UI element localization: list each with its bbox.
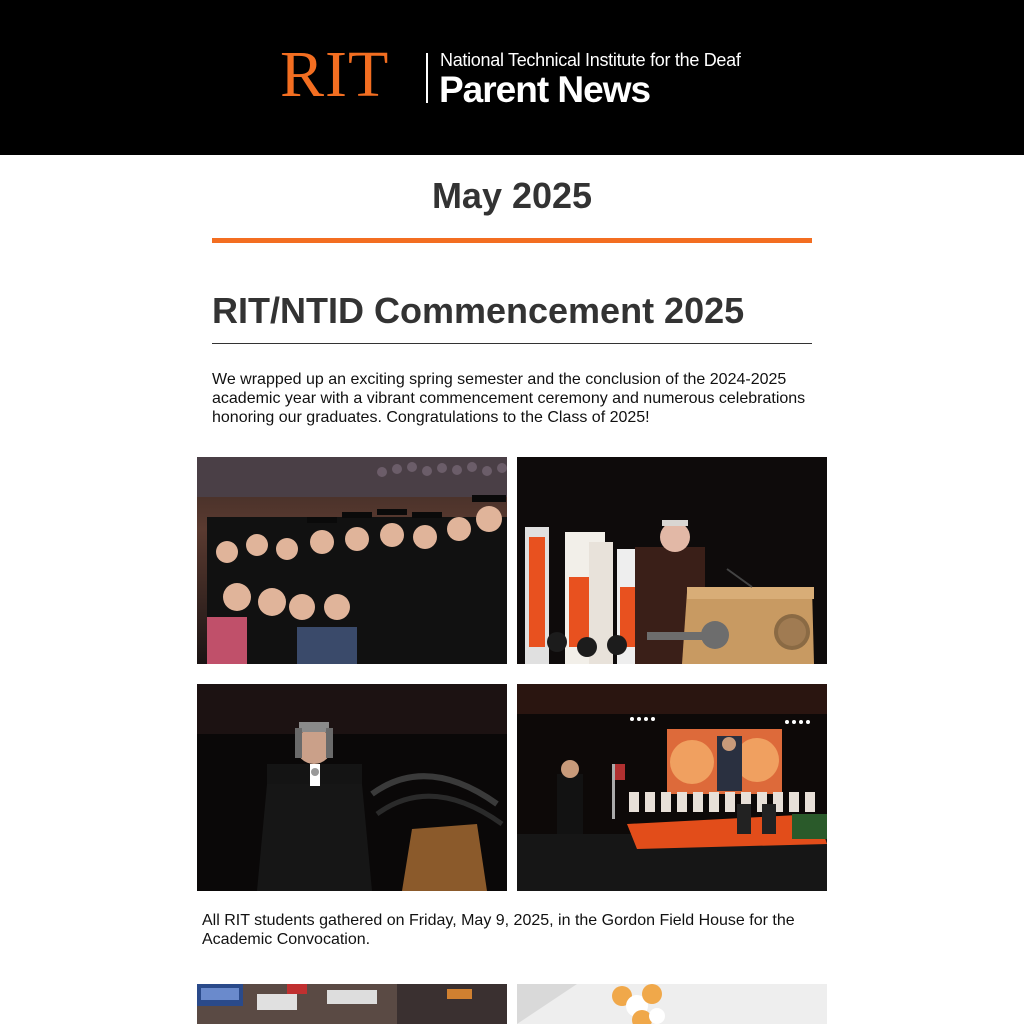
article-title: RIT/NTID Commencement 2025 (212, 290, 745, 331)
photo-caption: All RIT students gathered on Friday, May 9, 2025, in the Gordon Field House for the Academic Convocation. (202, 912, 795, 948)
article-intro: We wrapped up an exciting spring semester and the conclusion of the 2024-2025 academic year with a vibrant commencement ceremony and numerous celebrations honoring our graduates. Congratulations to the Class of 2025! (212, 371, 806, 426)
photo-stage-screen[interactable] (517, 684, 827, 891)
photo-graduates-crowd[interactable] (197, 457, 507, 664)
title-divider (212, 343, 812, 344)
photo-balloons-partial[interactable] (517, 984, 827, 1024)
photo-arena-partial[interactable] (197, 984, 507, 1024)
orange-divider (212, 238, 812, 243)
rit-logo[interactable]: RIT (280, 38, 390, 111)
photo-podium-speaker[interactable] (517, 457, 827, 664)
logo-title: Parent News (439, 69, 651, 110)
logo-divider (426, 53, 428, 103)
newsletter-header (0, 0, 1024, 155)
logo-subtitle: National Technical Institute for the Deaf (440, 50, 741, 70)
issue-date: May 2025 (431, 175, 593, 216)
photo-speaker-microphone[interactable] (197, 684, 507, 891)
